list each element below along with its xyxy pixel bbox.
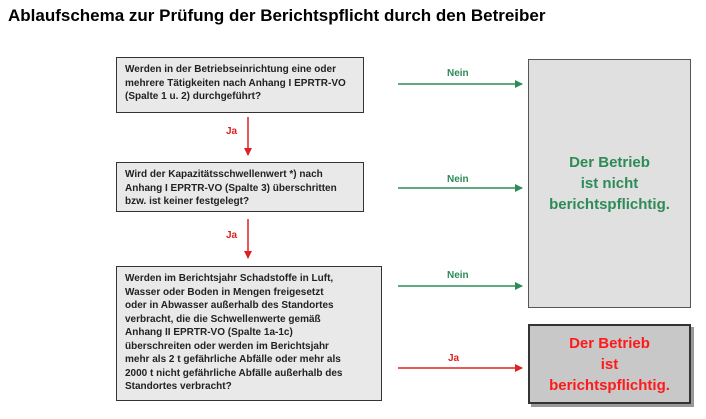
- label-yes-2: Ja: [226, 230, 238, 241]
- question-3-line-3: oder in Abwasser außerhalb des Standortes: [125, 300, 334, 311]
- question-1-line-1: Werden in der Betriebseinrichtung eine oder: [125, 64, 336, 75]
- question-3-line-6: überschreiten oder werden im Berichtsjahr: [125, 340, 329, 352]
- question-2-line-2: Anhang I EPRTR-VO (Spalte 3) überschritten: [125, 182, 337, 194]
- question-3-line-1: Werden im Berichtsjahr Schadstoffe in Luft,: [125, 273, 334, 284]
- page-title: Ablaufschema zur Prüfung der Berichtspflicht durch den Betreiber: [8, 6, 546, 25]
- question-1-line-3: (Spalte 1 u. 2) durchgeführt?: [125, 91, 262, 102]
- result-required-line-3: berichtspflichtig.: [549, 376, 670, 394]
- question-3-line-4: verbracht, die die Schwellenwerte gemäß: [125, 313, 321, 325]
- result-not-required-line-2: ist nicht: [580, 175, 639, 192]
- question-2-line-3: bzw. ist keiner festgelegt?: [125, 196, 250, 207]
- label-no-2: Nein: [447, 174, 469, 185]
- label-yes-1: Ja: [226, 126, 238, 137]
- label-no-3: Nein: [447, 270, 469, 281]
- result-not-required-line-3: berichtspflichtig.: [549, 196, 670, 213]
- question-2-line-1: Wird der Kapazitätsschwellenwert *) nach: [125, 169, 323, 180]
- question-3-line-5: Anhang II EPRTR-VO (Spalte 1a-1c): [125, 327, 293, 338]
- label-yes-4: Ja: [448, 353, 460, 364]
- question-1-line-2: mehrere Tätigkeiten nach Anhang I EPRTR-VO: [125, 77, 346, 89]
- label-no-1: Nein: [447, 68, 469, 79]
- question-3-line-2: Wasser oder Boden in Mengen freigesetzt: [125, 286, 324, 298]
- result-required-line-1: Der Betrieb: [569, 334, 650, 352]
- question-3-line-7: mehr als 2 t gefährliche Abfälle oder mehr als: [125, 354, 341, 365]
- question-3-line-9: Standortes verbracht?: [125, 381, 232, 392]
- result-required-line-2: ist: [600, 355, 619, 373]
- result-not-required-line-1: Der Betrieb: [569, 154, 650, 171]
- question-3-line-8: 2000 t nicht gefährliche Abfälle außerhalb des: [125, 367, 343, 379]
